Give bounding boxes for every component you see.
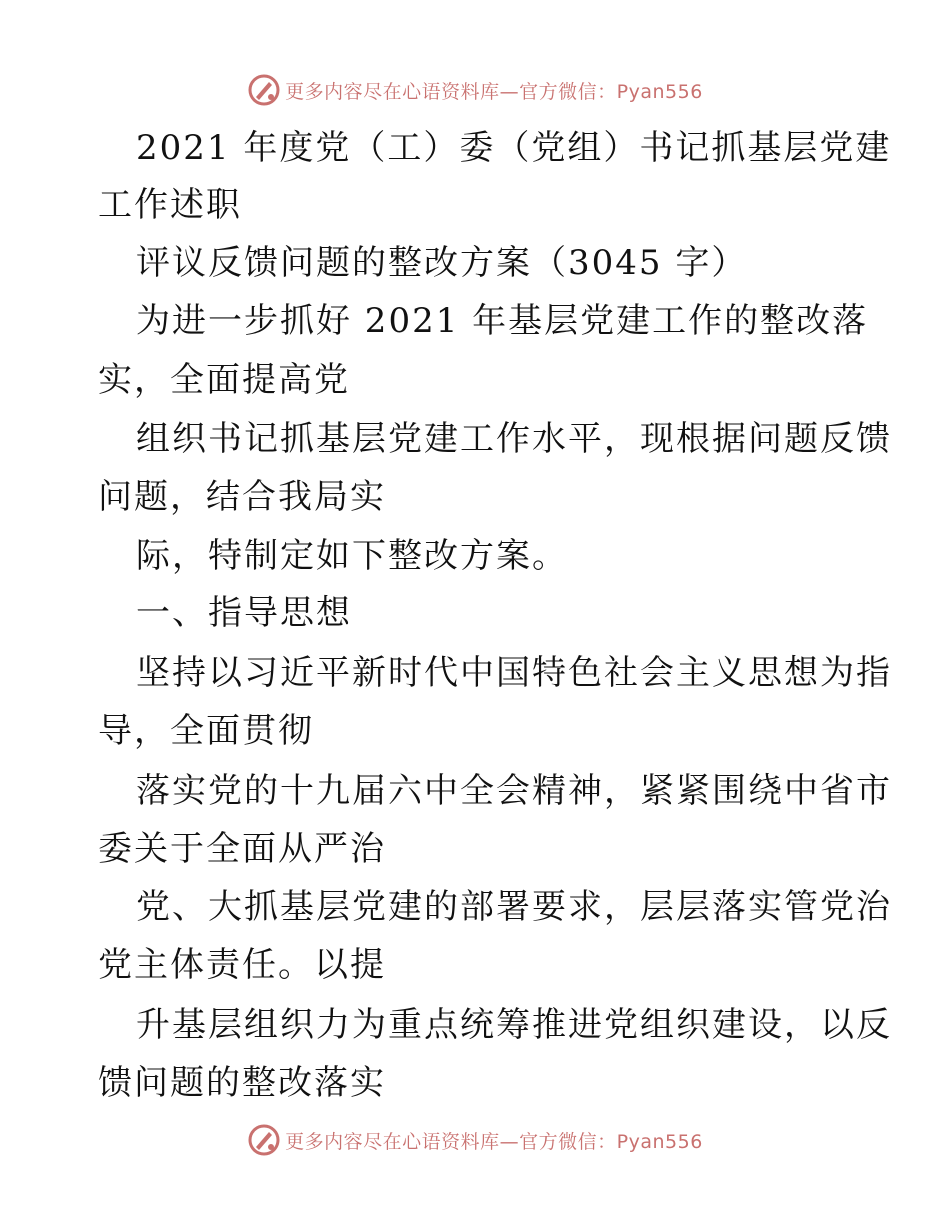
text-line: 际，特制定如下整改方案。 (136, 536, 568, 576)
text-line: 党主体责任。以提 (98, 945, 386, 985)
logo-icon (247, 1123, 281, 1157)
header-banner-text: 更多内容尽在心语资料库—官方微信：Pyan556 (285, 80, 703, 103)
text-line: 一、指导思想 (136, 593, 352, 633)
text-line: 实，全面提高党 (98, 360, 350, 400)
text-line: 落实党的十九届六中全会精神，紧紧围绕中省市 (136, 771, 892, 811)
text-line: 组织书记抓基层党建工作水平，现根据问题反馈 (136, 419, 892, 459)
footer-banner (0, 1120, 950, 1160)
text-line: 馈问题的整改落实 (98, 1063, 386, 1103)
text-line: 导，全面贯彻 (98, 711, 314, 751)
text-line: 委关于全面从严治 (98, 829, 386, 869)
text-line: 为进一步抓好 2021 年基层党建工作的整改落 (136, 301, 869, 341)
text-line: 问题，结合我局实 (98, 477, 386, 517)
text-line: 工作述职 (98, 185, 242, 225)
footer-banner-text: 更多内容尽在心语资料库—官方微信：Pyan556 (285, 1130, 703, 1153)
text-line: 坚持以习近平新时代中国特色社会主义思想为指 (136, 653, 892, 693)
text-line: 评议反馈问题的整改方案（3045 字） (136, 243, 748, 283)
text-line: 党、大抓基层党建的部署要求，层层落实管党治 (136, 887, 892, 927)
text-line: 升基层组织力为重点统筹推进党组织建设，以反 (136, 1005, 892, 1045)
text-line: 2021 年度党（工）委（党组）书记抓基层党建 (136, 128, 892, 168)
